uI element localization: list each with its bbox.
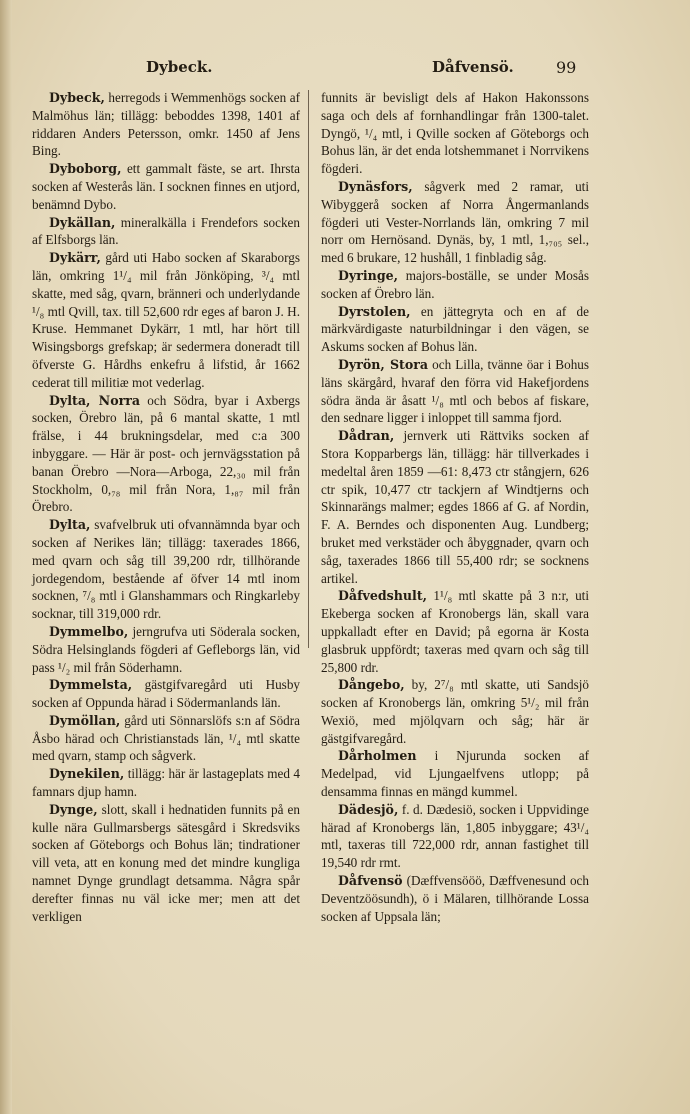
entry [321, 178, 589, 267]
page-number: 99 [556, 58, 577, 77]
column-divider [308, 90, 309, 648]
entry-headword: Dylta, Norra [49, 392, 141, 408]
entry-headword: Dymmelsta, [49, 677, 133, 693]
entry [32, 801, 300, 926]
entry [32, 516, 300, 623]
entry-text: herregods i Wemmenhögs socken af Malmöhus län; tillägg: beboddes 1398, 1401 af riddaren Anders Petersson, omkr. 1450 af Jens Bing. [32, 90, 301, 159]
entry-text: och Södra, byar i Axbergs socken, Örebro län, på 6 mantal skatte, 1 mtl frälse, i 44 brukningsdelar, med c:a 300 inbyggare. — Här är post- och jernvägsstation på banan Örebro —Nora—Arboga, 22,₃₀ mil från Stockholm, 0,₇₈ mil från Nora, 1,₈₇ mil från Örebro. [32, 392, 300, 515]
entry-text: majors-boställe, se under Mosås socken af Örebro län. [321, 267, 590, 301]
entry-text: i Njurunda socken af Medelpad, vid Ljungaelfvens utlopp; på densamma finnas en mängd kummel. [321, 748, 589, 800]
entry-text: en jättegryta och en af de märkvärdigaste naturbildningar i den vägen, se Askums socken af Bohus län. [321, 303, 590, 355]
entry-text: 1¹/₈ mtl skatte på 3 n:r, uti Ekeberga socken af Kronobergs län, skall vara uppkalladt efter en David; på egorna är Kosta glasbruk uppfördt; taxeras med qvarn och såg till 25,800 rdr. [321, 588, 590, 675]
entry [321, 747, 589, 800]
entry [321, 801, 589, 872]
left-column [32, 89, 300, 925]
entry-text: slott, skall i hednatiden funnits på en kulle nära Gullmarsbergs sätesgård i Skredsviks socken af Göteborgs och Bohus län; tindrationer vill veta, att en konung med det mindre kungliga namnet Dynge grundlagt detsamma. Några spår derefter finnas nu väl icke mer; men att det verkligen [32, 801, 301, 924]
entry-text: jernverk uti Rättviks socken af Stora Kopparbergs län, tillägg: här tillverkades i medeltal åren 1859 —61: 8,473 ctr stångjern, 626 ctr spik, 10,477 ctr tackjern af Windtjerns och Skinnarängs malmer; egdes 1866 af G. af Nordin, F. A. Berndes och disponenten Aug. Lundberg; bruket med verkstäder och åbyggnader, qvarn och såg, taxerades 1866 till 55,400 rdr; se socknens artikel. [321, 428, 589, 586]
right-column [321, 89, 589, 925]
entry-headword: Dynge, [49, 801, 98, 817]
entry [32, 676, 300, 712]
entry-headword: Dåfvensö [338, 873, 403, 889]
entry-headword: Dyrstolen, [338, 303, 411, 319]
entry-headword: Dyringe, [338, 267, 399, 283]
entry-headword: Dyrön, Stora [338, 356, 429, 372]
entry-headword: Dädesjö, [338, 801, 399, 817]
entry-continuation [321, 89, 589, 178]
entry [32, 160, 300, 213]
entry-headword: Dynäsfors, [338, 178, 413, 194]
entry-headword: Dyboborg, [49, 161, 122, 177]
entry-text: svafvelbruk uti ofvannämnda byar och socken af Nerikes län; tillägg: taxerades 1866, med qvarn och såg till 39,200 rdr, tillhörande jordegendom, bestående af öfver 14 mtl inom socknen, ⁷/₈ mtl i Glanshammars och Ringkarleby socknar, till 319,000 rdr. [32, 517, 301, 622]
entry-text: funnits är bevisligt dels af Hakon Hakonssons saga och dels af fornhandlingar från 1300-talet. Dyngö, ¹/₄ mtl, i Qville socken af Göteborgs och Bohus län, är det enda lotshemmanet i Norrvikens fögderi. [321, 90, 589, 177]
entry [32, 249, 300, 391]
entry-headword: Dykärr, [49, 250, 101, 266]
entry-headword: Dymöllan, [49, 712, 121, 728]
entry [32, 214, 300, 250]
entry [321, 356, 589, 427]
entry-text: tillägg: här är lastageplats med 4 famnars djup hamn. [32, 766, 301, 800]
entry [32, 712, 300, 765]
entry [321, 267, 589, 303]
entry-text: sågverk med 2 ramar, uti Wibyggerå socken af Norra Ångermanlands fögderi uti Vester-Norrlands län, omkring 7 mil norr om Hernösand. Dynäs, by, 1 mtl, 1,₇₀₅ sel., med 6 brukare, 12 hushåll, 1 finbladig såg. [321, 178, 589, 266]
entry-headword: Dåfvedshult, [338, 588, 428, 604]
page-gutter [0, 0, 12, 1114]
header-left-word: Dybeck. [146, 58, 213, 76]
entry-headword: Dångebo, [338, 677, 405, 693]
entry [32, 392, 300, 517]
entry-headword: Dårholmen [338, 748, 417, 764]
entry-text: f. d. Dædesiö, socken i Uppvidinge härad af Kronobergs län, 1,805 inbyggare; 43¹/₄ mtl, taxeras till 722,000 rdr, annan fastighet till 19,540 rdr rmt. [321, 801, 589, 871]
entry-text: gård uti Habo socken af Skaraborgs län, omkring 1¹/₄ mil från Jönköping, ³/₄ mtl skatte, med såg, qvarn, bränneri och underlydande ¹/₈ mtl Qvill, tax. till 52,600 rdr eges af baron J. H. Kruse. Hemmanet Dykärr, 1 mtl, har hört till Wisingsborgs grefskap; är sedermera doneradt till öfverste G. Hårdhs enkefru å lifstid, år 1662 cederat till militiæ mot vederlag. [32, 250, 300, 390]
entry-headword: Dylta, [49, 517, 91, 533]
entry [321, 427, 589, 587]
entry-headword: Dybeck, [49, 90, 105, 105]
entry-headword: Dykällan, [49, 214, 116, 230]
entry-text: (Dæffvensööö, Dæffvenesund och Deventzöösundh), ö i Mälaren, tillhörande Lossa socken af Uppsala län; [321, 873, 589, 924]
entry-text: och Lilla, tvänne öar i Bohus läns skärgård, hvaraf den förra vid Hakefjordens södra ända är åsatt ¹/₈ mtl och bebos af fiskare, den sednare ligger i inloppet till samma fjord. [321, 356, 590, 426]
entry-text: gästgifvaregård uti Husby socken af Oppunda härad i Södermanlands län. [32, 677, 301, 711]
entry-text: gård uti Sönnarslöfs s:n af Södra Åsbo härad och Christianstads län, ¹/₄ mtl skatte med qvarn, stamp och sågverk. [32, 712, 301, 764]
entry [32, 89, 300, 160]
entry [321, 303, 589, 356]
entry [32, 623, 300, 676]
entry-text: by, 2⁷/₈ mtl skatte, uti Sandsjö socken af Kronobergs län, omkring 5¹/₂ mil från Wexiö, med mjölqvarn och såg; här är gästgifvaregård. [321, 677, 589, 746]
entry [321, 676, 589, 747]
header-right-word: Dåfvensö. [432, 58, 514, 76]
running-head [0, 58, 690, 82]
entry-headword: Dymmelbo, [49, 623, 129, 639]
entry-headword: Dådran, [338, 428, 395, 444]
entry [32, 765, 300, 801]
entry [321, 587, 589, 676]
entry-text: mineralkälla i Frendefors socken af Elfsborgs län. [32, 214, 301, 248]
entry [321, 872, 589, 925]
entry-text: ett gammalt fäste, se art. Ihrsta socken af Westerås län. I socknen finnes en utjord, benämnd Dybo. [32, 161, 301, 212]
entry-headword: Dynekilen, [49, 766, 125, 782]
entry-text: jerngrufva uti Söderala socken, Södra Helsinglands fögderi af Gefleborgs län, vid pass ¹/₂ mil från Söderhamn. [32, 623, 300, 675]
